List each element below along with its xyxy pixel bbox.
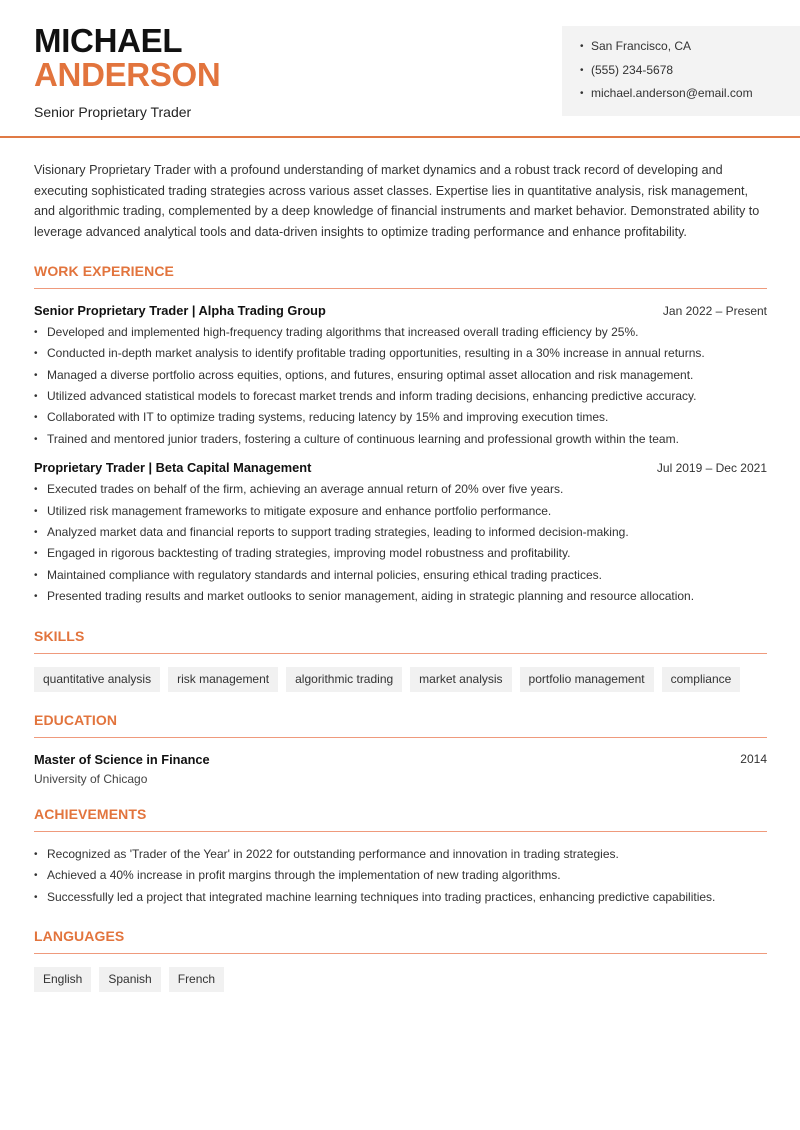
section-title-education: EDUCATION (34, 712, 767, 738)
bullet-text: Achieved a 40% increase in profit margins through the implementation of new trading algorithms. (47, 868, 561, 883)
list-item (34, 386, 767, 407)
contact-location-text: San Francisco, CA (591, 39, 692, 53)
achievements-list (34, 844, 767, 908)
list-item (34, 865, 767, 886)
bullet-text: Presented trading results and market outlooks to senior management, aiding in strategic planning and resource allocation. (47, 589, 695, 604)
contact-email (580, 85, 800, 109)
language-tag: French (169, 967, 224, 992)
job-dates: Jan 2022 – Present (662, 303, 767, 318)
bullet-icon: • (34, 484, 38, 496)
list-item (34, 322, 767, 343)
bullet-icon: • (580, 88, 584, 99)
list-item (34, 429, 767, 450)
list-item (34, 844, 767, 865)
name-block (34, 24, 220, 120)
skill-tag: portfolio management (520, 667, 654, 692)
job-role: Senior Proprietary Trader | Alpha Trading Group (34, 302, 326, 318)
section-title-languages: LANGUAGES (34, 928, 767, 954)
edu-school: University of Chicago (34, 771, 148, 786)
edu-degree: Master of Science in Finance (34, 751, 210, 767)
bullet-text: Developed and implemented high-frequency trading algorithms that increased overall trading efficiency by 25%. (47, 324, 639, 339)
bullet-icon: • (34, 569, 38, 581)
job-bullets (34, 479, 767, 607)
job-entry (34, 460, 767, 607)
contact-phone-text: (555) 234-5678 (591, 62, 674, 77)
edu-year: 2014 (740, 751, 767, 766)
list-item (34, 365, 767, 386)
list-item (34, 407, 767, 428)
job-dates: Jul 2019 – Dec 2021 (656, 461, 767, 476)
resume-header (0, 0, 800, 138)
list-item (34, 586, 767, 607)
first-name: MICHAEL (34, 22, 183, 59)
bullet-text: Managed a diverse portfolio across equities, options, and futures, ensuring optimal asset allocation and risk management. (47, 367, 694, 382)
list-item (34, 501, 767, 522)
list-item (34, 565, 767, 586)
bullet-text: Analyzed market data and financial reports to support trading strategies, leading to informed decision-making. (47, 525, 629, 540)
bullet-text: Utilized advanced statistical models to forecast market trends and inform trading decisions, enhancing predictive accuracy. (47, 389, 697, 404)
bullet-text: Collaborated with IT to optimize trading systems, reducing latency by 15% and improving execution times. (47, 410, 609, 425)
bullet-icon: • (580, 41, 584, 52)
resume-body (34, 160, 767, 992)
list-item (34, 887, 767, 908)
bullet-icon: • (34, 412, 38, 424)
job-title: Senior Proprietary Trader (34, 104, 192, 120)
language-tag: Spanish (99, 967, 160, 992)
job-entry (34, 303, 767, 450)
skill-tag: quantitative analysis (34, 667, 160, 692)
bullet-text: Maintained compliance with regulatory standards and internal policies, ensuring ethical trading practices. (47, 567, 602, 582)
bullet-icon: • (34, 891, 38, 903)
contact-phone (580, 62, 800, 86)
list-item (34, 479, 767, 500)
languages-tags (34, 967, 767, 992)
bullet-icon: • (34, 433, 38, 445)
education-section (34, 712, 767, 786)
job-role: Proprietary Trader | Beta Capital Management (34, 460, 312, 476)
bullet-icon: • (34, 326, 38, 338)
bullet-text: Trained and mentored junior traders, fostering a culture of continuous learning and professional growth within the team. (47, 431, 679, 446)
list-item (34, 343, 767, 364)
last-name: ANDERSON (34, 56, 221, 93)
skill-tag: algorithmic trading (286, 667, 402, 692)
languages-section (34, 928, 767, 992)
bullet-icon: • (34, 548, 38, 560)
bullet-icon: • (34, 591, 38, 603)
language-tag: English (34, 967, 91, 992)
bullet-text: Conducted in-depth market analysis to identify profitable trading opportunities, resulting in a 30% increase in annual returns. (47, 346, 705, 361)
bullet-icon: • (34, 870, 38, 882)
job-bullets (34, 322, 767, 450)
skill-tag: compliance (662, 667, 741, 692)
section-title-achievements: ACHIEVEMENTS (34, 806, 767, 832)
contact-email-text: michael.anderson@email.com (591, 86, 753, 100)
bullet-icon: • (34, 527, 38, 539)
bullet-text: Successfully led a project that integrated machine learning techniques into trading practices, enhancing predictive capabilities. (47, 889, 716, 904)
skills-tags (34, 667, 767, 692)
bullet-icon: • (34, 848, 38, 860)
section-title-skills: SKILLS (34, 628, 767, 654)
bullet-icon: • (34, 505, 38, 517)
list-item (34, 522, 767, 543)
bullet-icon: • (34, 391, 38, 403)
contact-location (580, 38, 800, 62)
contact-box (562, 26, 800, 116)
bullet-text: Engaged in rigorous backtesting of trading strategies, improving model robustness and profitability. (47, 546, 571, 561)
bullet-text: Executed trades on behalf of the firm, achieving an average annual return of 20% over five years. (47, 482, 564, 497)
bullet-text: Recognized as 'Trader of the Year' in 2022 for outstanding performance and innovation in trading strategies. (47, 846, 619, 861)
skills-section (34, 628, 767, 692)
bullet-icon: • (580, 64, 584, 76)
work-experience-section (34, 263, 767, 608)
achievements-section (34, 806, 767, 908)
bullet-text: Utilized risk management frameworks to mitigate exposure and enhance portfolio performance. (47, 503, 552, 518)
skill-tag: market analysis (410, 667, 511, 692)
summary: Visionary Proprietary Trader with a profound understanding of market dynamics and a robust track record of developing and executing sophisticated trading strategies across various asset classes. Expertise lies in quantitative analysis, risk management, and algorithmic trading, complemented by a deep knowledge of financial instruments and market behavior. Demonstrated ability to leverage advanced analytical tools and data-driven insights to optimize trading performance and enhance profitability. (34, 163, 760, 240)
bullet-icon: • (34, 369, 38, 381)
section-title-work: WORK EXPERIENCE (34, 263, 767, 289)
list-item (34, 543, 767, 564)
bullet-icon: • (34, 348, 38, 360)
skill-tag: risk management (168, 667, 278, 692)
